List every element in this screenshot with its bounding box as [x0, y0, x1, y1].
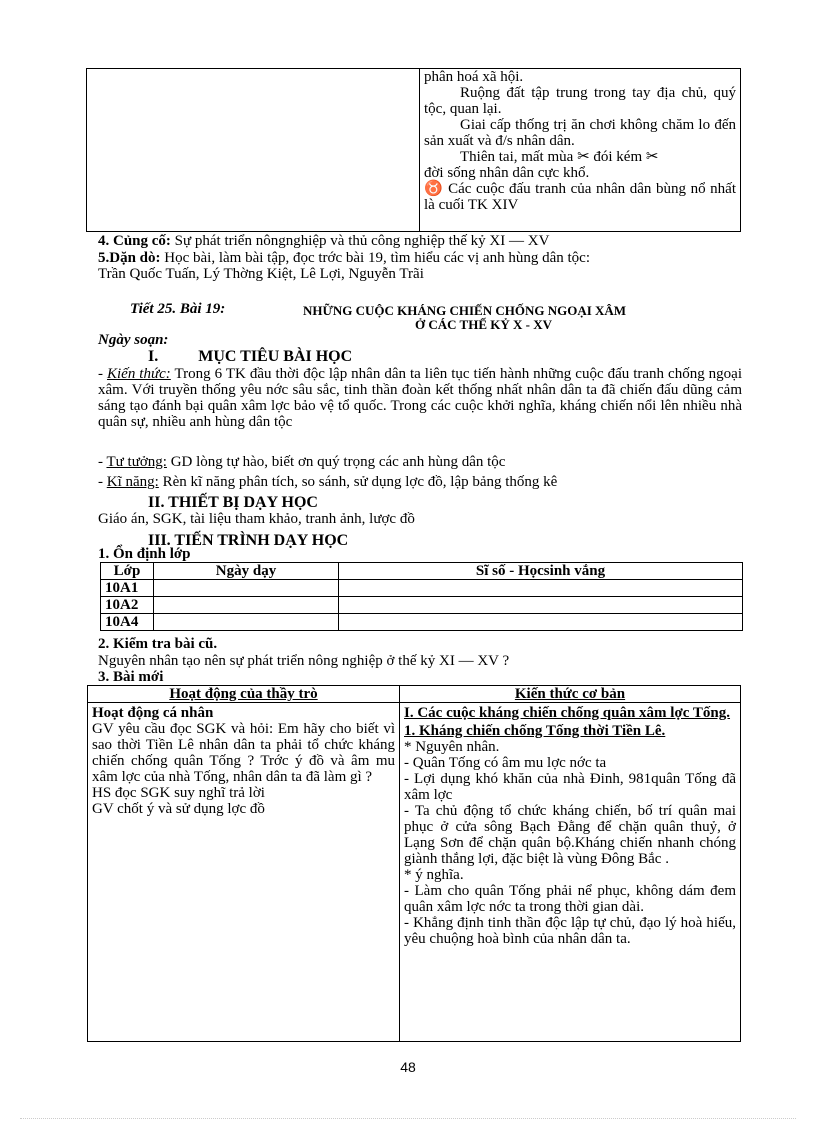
main-table	[87, 685, 741, 1042]
dan-do-text: Học bài, làm bài tập, đọc trớc bài 19, tìm hiểu các vị anh hùng dân tộc:	[160, 250, 590, 266]
main-table-left-cell	[88, 703, 400, 1042]
class-cell: 10A1	[101, 580, 154, 597]
knowledge-text: Trong 6 TK đầu thời độc lập nhân dân ta liên tục tiến hành những cuộc đấu tranh chống ngoại xâm. Với truyền thống yêu nớc sâu sắc, tinh thần đoàn kết thống nhất nhân dân ta đã chiến đấu dũng cảm sáng tạo đánh bại quân xâm lợc bảo vệ tổ quốc. Trong các cuộc khởi nghĩa, kháng chiến nổi lên nhiều nhà quân sự, nhiều anh hùng dân tộc	[98, 366, 742, 430]
scissors-icon: ✂	[645, 149, 659, 165]
sub3-title: 3. Bài mới	[98, 669, 164, 685]
knowledge-line: - Khẳng định tinh thần độc lập tự chủ, đạo lý hoà hiếu, yêu chuộng hoà bình của nhân dân ta.	[404, 915, 736, 947]
top-table-right-cell	[420, 69, 741, 232]
text-line: Ruộng đất tập trung trong tay địa chủ, quý tộc, quan lại.	[424, 85, 736, 117]
knowledge-heading: I. Các cuộc kháng chiến chống quân xâm lợc Tống.	[404, 705, 731, 721]
class-absent-cell	[339, 580, 743, 597]
dan-do-label: 5.Dặn dò:	[98, 250, 161, 266]
class-absent-cell	[339, 597, 743, 614]
knowledge-line: - Làm cho quân Tống phải nể phục, không dám đem quân xâm lợc nớc ta trong thời gian dài.	[404, 883, 736, 915]
activity-title: Hoạt động cá nhân	[92, 705, 214, 721]
cung-co	[98, 233, 758, 249]
text-line: đời sống nhân dân cực khổ.	[424, 165, 590, 181]
dan-do-line	[98, 250, 748, 266]
text-span: Các cuộc đấu tranh của nhân dân bùng nổ nhất là cuối TK XIV	[424, 181, 737, 213]
date-label: Ngày soạn:	[98, 332, 169, 348]
text-line	[424, 181, 736, 213]
dan-do	[98, 250, 748, 282]
top-table-left-cell	[87, 69, 420, 232]
thought-text: GD lòng tự hào, biết ơn quý trọng các anh hùng dân tộc	[166, 454, 506, 470]
lesson-title-line2: Ở CÁC THẾ KỶ X - XV	[415, 317, 552, 332]
on-dinh-lop: 1. Ổn định lớp	[98, 546, 191, 562]
cung-co-label: 4. Củng cố:	[98, 233, 171, 249]
thought-line: - Tư tưởng: GD lòng tự hào, biết ơn quý trọng các anh hùng dân tộc	[98, 454, 506, 470]
section2-text: Giáo án, SGK, tài liệu tham khảo, tranh ảnh, lược đồ	[98, 511, 415, 527]
dan-do-line2: Trần Quốc Tuấn, Lý Thờng Kiệt, Lê Lợi, Nguyễn Trãi	[98, 266, 424, 282]
section1-num: I.	[148, 348, 159, 365]
class-cell: 10A4	[101, 614, 154, 631]
lesson-code: Tiết 25. Bài 19:	[130, 301, 226, 317]
knowledge-subheading: 1. Kháng chiến chống Tống thời Tiền Lê.	[404, 723, 666, 739]
skill-text: Rèn kĩ năng phân tích, so sánh, sử dụng lợc đồ, lập bảng thống kê	[158, 474, 558, 490]
page-number: 48	[400, 1059, 416, 1075]
text-line	[424, 149, 736, 165]
class-date-cell	[154, 614, 339, 631]
top-table	[86, 68, 741, 232]
knowledge-line: * Nguyên nhân.	[404, 739, 500, 755]
skill-line: - Kĩ năng: Rèn kĩ năng phân tích, so sánh, sử dụng lợc đồ, lập bảng thống kê	[98, 474, 558, 490]
scissors-icon: ✂	[577, 149, 590, 165]
knowledge-line: - Ta chủ động tổ chức kháng chiến, bố trí quân mai phục ở cửa sông Bạch Đằng để chặn quân thuỷ, ở Lạng Sơn để chặn quân bộ.Kháng chiến nhanh chóng giành thắng lợi, đặc biệt là vùng Đông Bắc .	[404, 803, 736, 867]
taurus-icon: ♉	[424, 181, 444, 197]
section1-title	[148, 349, 352, 365]
text-span: đói kém	[593, 149, 643, 165]
class-date-cell	[154, 580, 339, 597]
thought-label: Tư tưởng:	[106, 454, 167, 470]
section3-title: III. TIẾN TRÌNH DẠY HỌC	[148, 532, 349, 549]
text-span: Thiên tai, mất mùa	[460, 149, 574, 165]
main-table-header-left: Hoạt động của thầy trò	[88, 686, 400, 703]
knowledge-paragraph: - Kiến thức: Trong 6 TK đầu thời độc lập nhân dân ta liên tục tiến hành những cuộc đấu tranh chống ngoại xâm. Với truyền thống yêu nớc sâu sắc, tinh thần đoàn kết thống nhất nhân dân ta đã chiến đấu dũng cảm sáng tạo đánh bại quân xâm lợc bảo vệ tổ quốc. Trong các cuộc khởi nghĩa, kháng chiến nổi lên nhiều nhà quân sự, nhiều anh hùng dân tộc	[98, 366, 742, 430]
class-cell: 10A2	[101, 597, 154, 614]
main-table-header-right: Kiến thức cơ bản	[400, 686, 741, 703]
activity-text: GV chốt ý và sử dụng lợc đồ	[92, 801, 265, 817]
section1-text: MỤC TIÊU BÀI HỌC	[198, 348, 353, 365]
class-table-header: Sĩ số - Họcsinh vắng	[339, 563, 743, 580]
page-bottom-divider	[20, 1118, 796, 1119]
skill-label: Kĩ năng:	[106, 474, 159, 490]
sub2-title: 2. Kiểm tra bài cũ.	[98, 636, 218, 652]
sub2-text: Nguyên nhân tạo nên sự phát triển nông nghiệp ở thế kỷ XI — XV ?	[98, 653, 510, 669]
section2-title: II. THIẾT BỊ DẠY HỌC	[148, 494, 318, 511]
class-date-cell	[154, 597, 339, 614]
knowledge-line: - Quân Tống có âm mu lợc nớc ta	[404, 755, 607, 771]
knowledge-line: * ý nghĩa.	[404, 867, 464, 883]
cung-co-text: Sự phát triển nôngnghiệp và thủ công nghiệp thế kỷ XI — XV	[170, 233, 550, 249]
activity-text: GV yêu cầu đọc SGK và hỏi: Em hãy cho biết vì sao thời Tiền Lê nhân dân ta phải tổ chức kháng chiến chống quân Tống ? Trớc ý đồ và âm mu xâm lợc của nhà Tống, nhân dân ta đã làm gì ?	[92, 721, 395, 785]
class-table-header: Lớp	[101, 563, 154, 580]
activity-text: HS đọc SGK suy nghĩ trả lời	[92, 785, 265, 801]
knowledge-line: - Lợi dụng khó khăn của nhà Đinh, 981quân Tống đã xâm lợc	[404, 771, 736, 803]
main-table-right-cell	[400, 703, 741, 1042]
knowledge-label: Kiến thức:	[106, 366, 171, 382]
class-absent-cell	[339, 614, 743, 631]
lesson-title-line1: NHỮNG CUỘC KHÁNG CHIẾN CHỐNG NGOẠI XÂM	[303, 303, 627, 318]
class-table-header: Ngày dạy	[154, 563, 339, 580]
text-line: Giai cấp thống trị ăn chơi không chăm lo đến sản xuất và đ/s nhân dân.	[424, 117, 736, 149]
text-line: phân hoá xã hội.	[424, 69, 524, 85]
class-table	[100, 562, 743, 631]
